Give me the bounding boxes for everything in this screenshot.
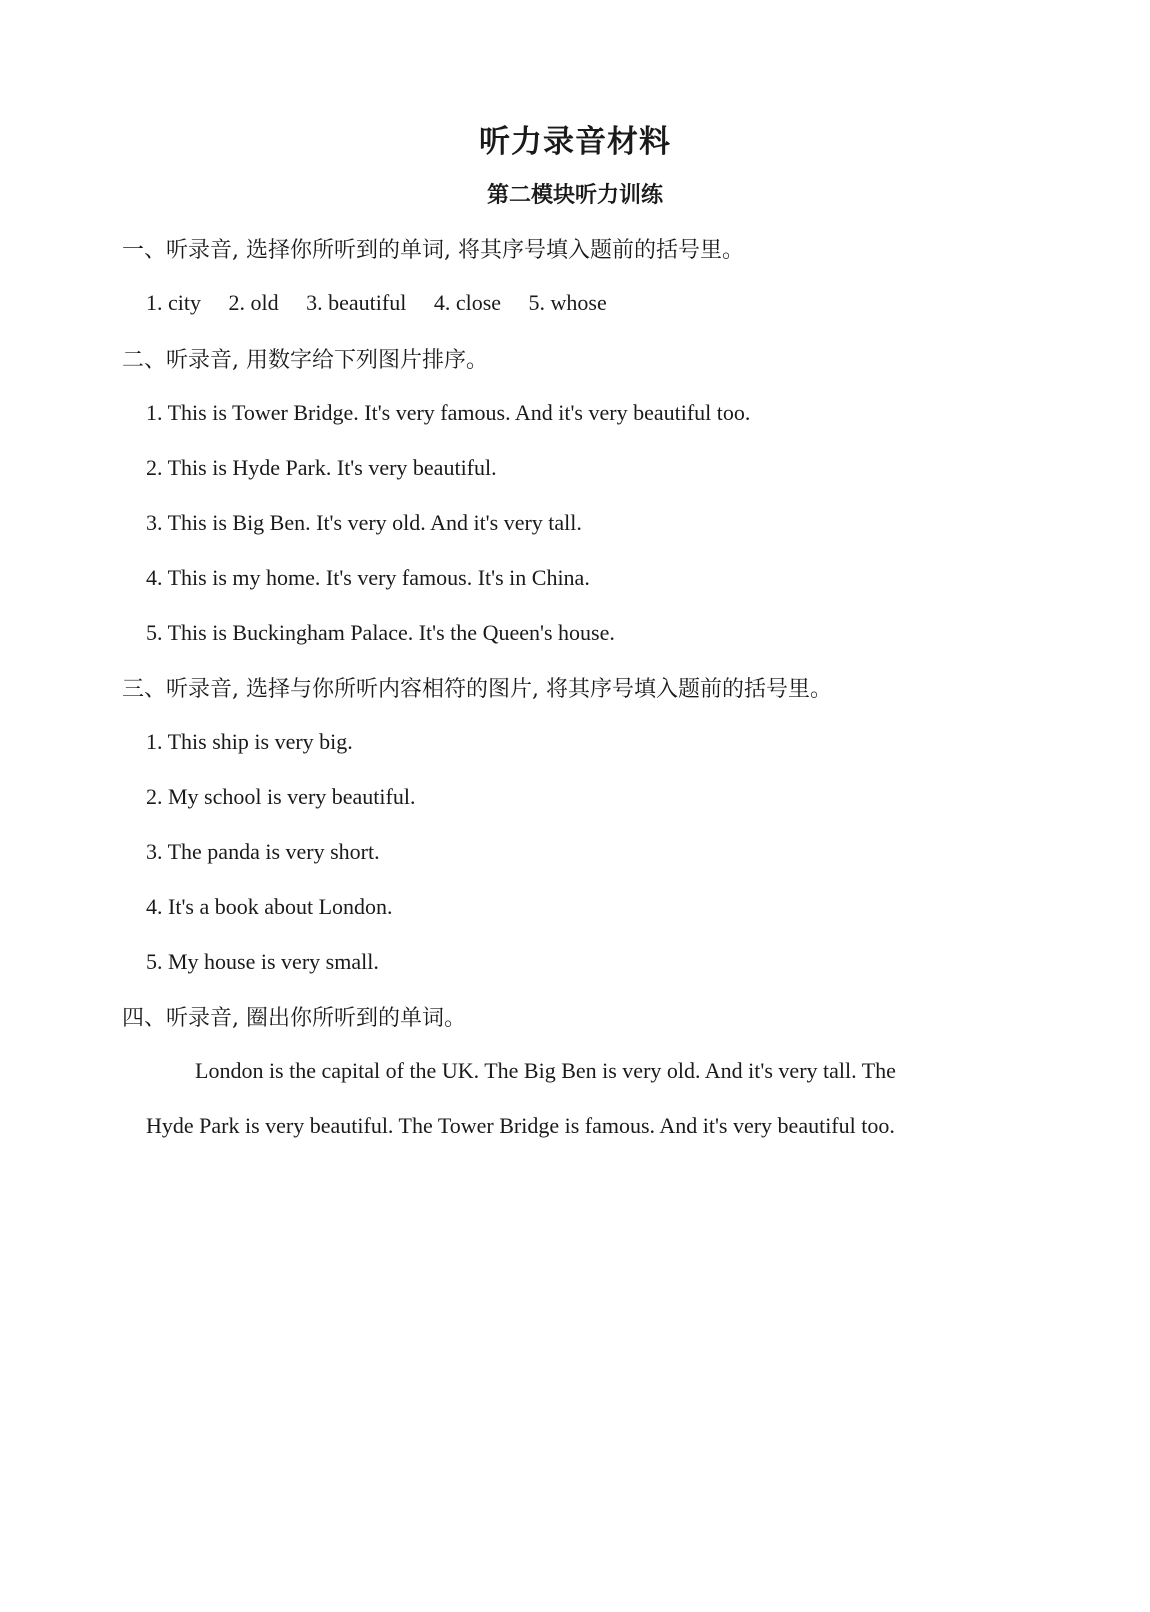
word-item: 4. close — [433, 290, 502, 315]
section-3-line: 3. The panda is very short. — [146, 839, 380, 864]
word-item: 1. city — [146, 290, 201, 315]
section-2-line: 5. This is Buckingham Palace. It's the Queen's house. — [146, 620, 615, 645]
section-4-heading: 四、听录音, 圈出你所听到的单词。 — [122, 1006, 466, 1031]
section-1-heading: 一、听录音, 选择你所听到的单词, 将其序号填入题前的括号里。 — [122, 238, 744, 263]
section-2-line: 4. This is my home. It's very famous. It's in China. — [146, 565, 590, 590]
section-2-line: 1. This is Tower Bridge. It's very famous. And it's very beautiful too. — [146, 400, 751, 425]
section-3-line: 2. My school is very beautiful. — [146, 784, 416, 809]
section-1-word-list — [146, 290, 629, 316]
page-subtitle: 第二模块听力训练 — [486, 183, 663, 208]
section-4-paragraph-line-1: London is the capital of the UK. The Big Ben is very old. And it's very tall. The — [195, 1058, 896, 1083]
word-item: 5. whose — [528, 290, 607, 315]
word-item: 3. beautiful — [306, 290, 407, 315]
section-3-line: 1. This ship is very big. — [146, 729, 353, 754]
section-3-line: 5. My house is very small. — [146, 949, 379, 974]
section-4-paragraph-line-2: Hyde Park is very beautiful. The Tower Bridge is famous. And it's very beautiful too. — [146, 1113, 895, 1138]
word-item: 2. old — [228, 290, 279, 315]
section-2-line: 2. This is Hyde Park. It's very beautiful. — [146, 455, 497, 480]
section-2-line: 3. This is Big Ben. It's very old. And it's very tall. — [146, 510, 582, 535]
section-2-heading: 二、听录音, 用数字给下列图片排序。 — [122, 348, 488, 373]
section-3-heading: 三、听录音, 选择与你所听内容相符的图片, 将其序号填入题前的括号里。 — [122, 677, 832, 702]
page-title: 听力录音材料 — [479, 124, 671, 160]
section-3-line: 4. It's a book about London. — [146, 894, 393, 919]
